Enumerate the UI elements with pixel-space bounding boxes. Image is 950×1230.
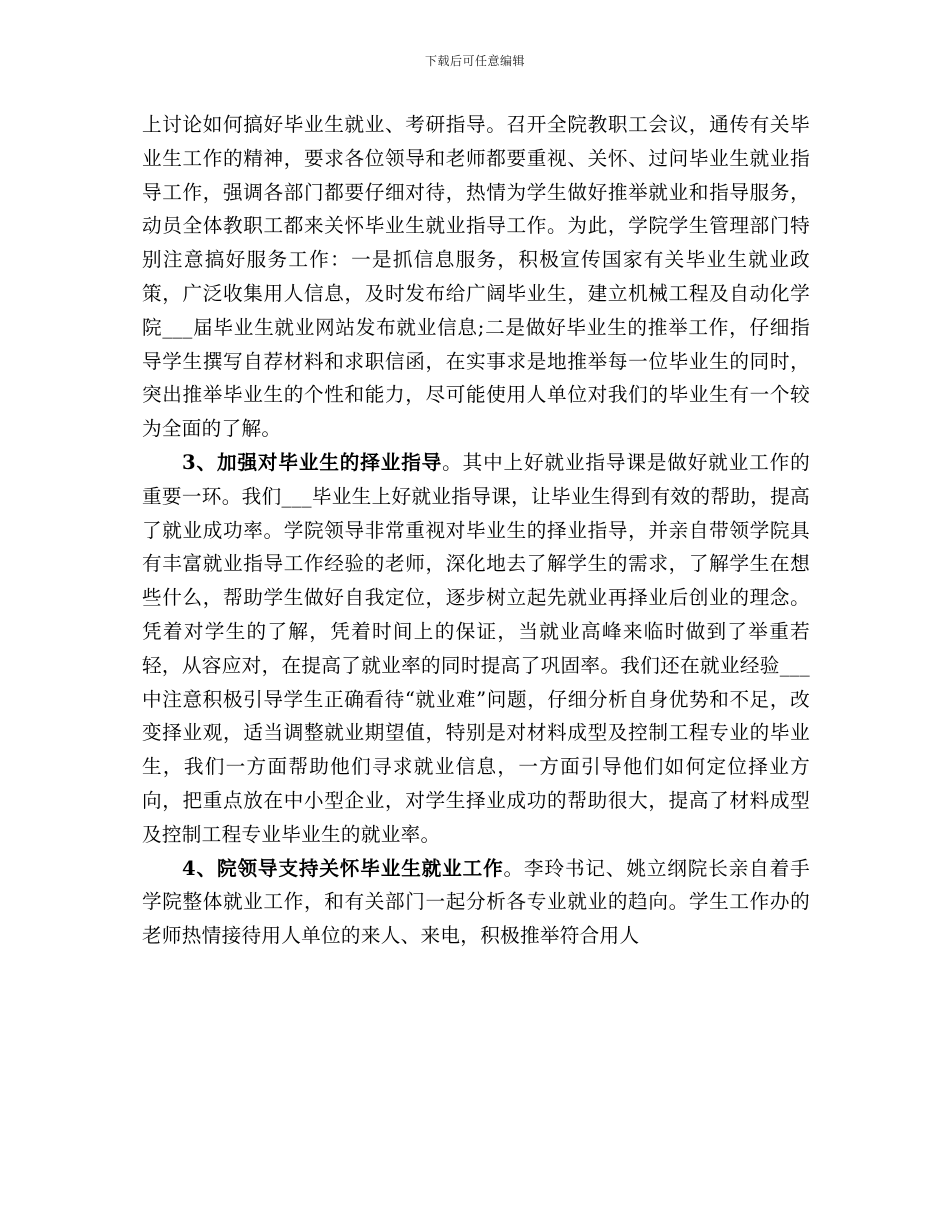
section-heading-4: 4、院领导支持关怀毕业生就业工作 (182, 856, 504, 880)
page-header-note: 下载后可任意编辑 (424, 54, 525, 68)
body-paragraph-1 (142, 108, 810, 446)
paragraph-1-text: 上讨论如何搞好毕业生就业、考研指导。召开全院教职工会议，通传有关毕业生工作的精神，要求各位领导和老师都要重视、关怀、过问毕业生就业指导工作，强调各部门都要仔细对待，热情为学生做好推举就业和指导服务，动员全体教职工都来关怀毕业生就业指导工作。为此，学院学生管理部门特别注意搞好服务工作：一是抓信息服务，积极宣传国家有关毕业生就业政策，广泛收集用人信息，及时发布给广阔毕业生，建立机械工程及自动化学院___届毕业生就业网站发布就业信息;二是做好毕业生的推举工作，仔细指导学生撰写自荐材料和求职信函，在实事求是地推举每一位毕业生的同时，突出推举毕业生的个性和能力，尽可能使用人单位对我们的毕业生有一个较为全面的了解。 (142, 113, 810, 441)
body-paragraph-3 (142, 852, 810, 953)
paragraph-2-text: 。其中上好就业指导课是做好就业工作的重要一环。我们___毕业生上好就业指导课，让毕业生得到有效的帮助，提高了就业成功率。学院领导非常重视对毕业生的择业指导，并亲自带领学院具有丰富就业指导工作经验的老师，深化地去了解学生的需求，了解学生在想些什么，帮助学生做好自我定位，逐步树立起先就业再择业后创业的理念。凭着对学生的了解，凭着时间上的保证，当就业高峰来临时做到了举重若轻，从容应对，在提高了就业率的同时提高了巩固率。我们还在就业经验___中注意积极引导学生正确看待“就业难”问题，仔细分析自身优势和不足，改变择业观，适当调整就业期望值，特别是对材料成型及控制工程专业的毕业生，我们一方面帮助他们寻求就业信息，一方面引导他们如何定位择业方向，把重点放在中小型企业，对学生择业成功的帮助很大，提高了材料成型及控制工程专业毕业生的就业率。 (142, 450, 810, 846)
section-heading-3: 3、加强对毕业生的择业指导 (182, 450, 443, 474)
paragraph-3-text: 。李玲书记、姚立纲院长亲自着手学院整体就业工作，和有关部门一起分析各专业就业的趋向。学生工作办的老师热情接待用人单位的来人、来电，积极推举符合用人 (142, 856, 811, 948)
document-body (142, 108, 810, 953)
body-paragraph-2 (142, 446, 810, 852)
